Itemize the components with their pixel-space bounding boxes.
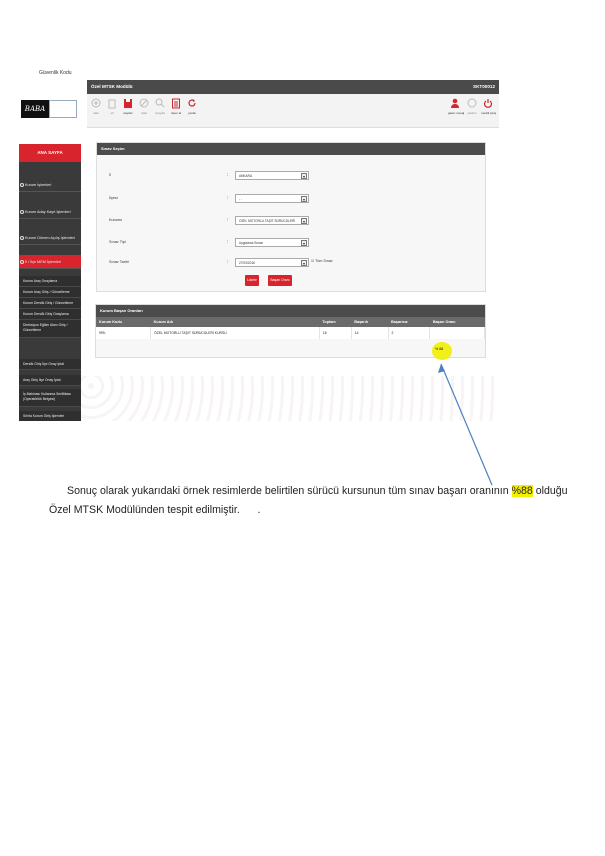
- messages-button[interactable]: [448, 98, 465, 115]
- chevron-down-icon: ▾: [302, 261, 305, 266]
- delete-button[interactable]: [105, 98, 119, 115]
- paragraph-text-2: olduğu Özel MTSK Modülünden tespit edilmiştir.: [49, 485, 568, 516]
- save-icon: [123, 98, 133, 109]
- field-label-ilce: İlçesi: [109, 196, 118, 200]
- chevron-down-icon: ▾: [302, 174, 305, 179]
- sidebar-item-mem[interactable]: [19, 255, 81, 269]
- sidebar-subitem[interactable]: Kurum Araç Onaylama: [19, 276, 81, 287]
- field-colon: :: [227, 172, 229, 178]
- sidebar-item-label: Kurum Aday Kayıt İşlemleri: [25, 210, 71, 214]
- exit-module-button[interactable]: [481, 98, 495, 115]
- refresh-label: yenile: [188, 111, 196, 115]
- help-icon: [467, 98, 477, 109]
- column-header: Toplam: [319, 317, 351, 327]
- results-table: [96, 317, 485, 339]
- field-colon: :: [227, 217, 229, 223]
- institution-value: ÖZEL MOTORLU TAŞIT SÜRÜCÜLERİ: [239, 219, 296, 223]
- success-rate-button[interactable]: Başarı Oranı: [268, 275, 292, 286]
- list-button[interactable]: Listele: [245, 275, 259, 286]
- bullet-icon: [20, 260, 24, 264]
- highlighted-percentage: %88: [511, 485, 533, 497]
- module-title-bar: [87, 80, 499, 94]
- table-cell: 16: [319, 327, 351, 339]
- security-code-label: Güvenlik Kodu: [39, 70, 72, 76]
- bullet-icon: [20, 236, 24, 240]
- table-row[interactable]: [96, 327, 485, 339]
- cancel-icon: [139, 98, 149, 109]
- sidebar-item-kurum[interactable]: [19, 178, 81, 192]
- module-code: SKT00012: [473, 84, 495, 89]
- column-header: Başarılı: [351, 317, 388, 327]
- user-icon: [450, 98, 460, 109]
- field-label-il: İl: [109, 173, 111, 177]
- cancel-label: iptal: [141, 111, 147, 115]
- exam-type-select[interactable]: [235, 238, 309, 247]
- refresh-icon: [187, 98, 197, 109]
- search-button[interactable]: [153, 98, 167, 115]
- exam-date-value: 27/03/2016: [239, 261, 255, 265]
- success-rate-value: % 88: [435, 347, 444, 351]
- toolbar: [87, 94, 499, 128]
- sidebar-subitem[interactable]: Dersilk Giriş İlçe Onay İptal: [19, 359, 81, 370]
- report-button[interactable]: [169, 98, 183, 115]
- sidebar-item-donem-acilis[interactable]: [19, 231, 81, 245]
- captcha-image: BABA: [21, 100, 49, 118]
- sidebar-item-label: Kurum Dönem Açılış İşlemleri: [25, 236, 75, 240]
- sidebar-subitem[interactable]: Sıfırla Kurum Giriş İşlemleri: [19, 411, 81, 421]
- report-label: rapor al: [170, 111, 182, 115]
- sidebar-subitem[interactable]: Araç Giriş İlçe Onay İptal: [19, 375, 81, 386]
- paragraph-text-1: Sonuç olarak yukarıdaki örnek resimlerde belirtilen sürücü kursunun tüm sınav başarı oranının: [67, 485, 509, 497]
- table-cell: 14: [351, 327, 388, 339]
- district-value: - -: [239, 197, 243, 201]
- field-colon: :: [227, 239, 229, 245]
- add-icon: [91, 98, 101, 109]
- help-button[interactable]: [465, 98, 479, 115]
- column-header: Kurum Kodu: [96, 317, 151, 327]
- exam-date-select[interactable]: [235, 258, 309, 267]
- add-button[interactable]: [89, 98, 103, 115]
- success-rate-cell: [430, 327, 485, 339]
- column-header: Kurum Adı: [151, 317, 320, 327]
- home-link[interactable]: ANA SAYFA: [19, 144, 81, 162]
- captcha-input[interactable]: [49, 100, 77, 118]
- sidebar-subitem[interactable]: Kurum Derslik Giriş / Güncelleme: [19, 298, 81, 309]
- exit-module-label: modül çıkış: [481, 111, 497, 115]
- province-value: ANKARA: [239, 174, 253, 178]
- institution-select[interactable]: [235, 216, 309, 225]
- panel-title: Sınav Seçim: [97, 143, 485, 155]
- district-select[interactable]: [235, 194, 309, 203]
- power-icon: [483, 98, 493, 109]
- cancel-button[interactable]: [137, 98, 151, 115]
- table-cell: 999-: [96, 327, 151, 339]
- column-header: Başarısız: [388, 317, 430, 327]
- delete-label: sil: [110, 111, 114, 115]
- table-header-row: [96, 317, 485, 327]
- sidebar-subitem[interactable]: Kurum Araç Giriş / Güncelleme: [19, 287, 81, 298]
- all-exams-label: Tüm Sınav: [315, 259, 333, 263]
- messages-label: gelen mesaj: [448, 111, 465, 115]
- sidebar-item-label: Kurum İşlemleri: [25, 183, 52, 187]
- exam-type-value: Uygulama Sınavı: [239, 241, 264, 245]
- report-icon: [171, 98, 181, 109]
- sidebar-subitem[interactable]: İş Makinası Kullanma Sertifikası (Operatörlük Belgesi): [19, 389, 81, 407]
- panel-title: Kurum Başarı Oranları: [96, 305, 485, 317]
- help-label: yardım: [467, 111, 477, 115]
- field-label-sinav-tipi: Sınav Tipi: [109, 240, 126, 244]
- field-label-kurum: Kurumu: [109, 218, 123, 222]
- embedded-screenshot: [19, 66, 499, 421]
- paragraph-trail: .: [257, 504, 261, 516]
- province-select[interactable]: [235, 171, 309, 180]
- sidebar-item-aday-kayit[interactable]: [19, 205, 81, 219]
- sidebar-subitem[interactable]: Direksiyon Eğitim Alanı Giriş / Güncelleme: [19, 320, 81, 338]
- table-cell: 2: [388, 327, 430, 339]
- module-title: Özel MTSK Modülü: [91, 84, 133, 89]
- field-colon: :: [227, 195, 229, 201]
- conclusion-paragraph: [49, 482, 569, 520]
- chevron-down-icon: ▾: [302, 197, 305, 202]
- all-exams-checkbox[interactable]: ☑ Tüm Sınav: [311, 259, 333, 263]
- sidebar-subitem[interactable]: Kurum Dersilk Giriş Onaylama: [19, 309, 81, 320]
- column-header: Başarı Oranı: [430, 317, 485, 327]
- exam-selection-panel: [96, 142, 486, 292]
- highlight-marker: [432, 342, 452, 360]
- results-panel: [95, 304, 486, 358]
- search-label: sorgula: [155, 111, 165, 115]
- bullet-icon: [20, 210, 24, 214]
- background-pattern: [81, 376, 499, 421]
- delete-icon: [107, 98, 117, 109]
- add-label: ekle: [93, 111, 99, 115]
- save-label: kaydet: [123, 111, 133, 115]
- save-button[interactable]: [121, 98, 135, 115]
- sidebar-item-label: İl / İlçe MEM İşlemleri: [25, 260, 62, 264]
- bullet-icon: [20, 183, 24, 187]
- field-colon: :: [227, 259, 229, 265]
- chevron-down-icon: ▾: [302, 241, 305, 246]
- refresh-button[interactable]: [185, 98, 199, 115]
- field-label-sinav-tarihi: Sınav Tarihi: [109, 260, 129, 264]
- chevron-down-icon: ▾: [302, 219, 305, 224]
- search-icon: [155, 98, 165, 109]
- table-cell: ÖZEL MOTORLU TAŞIT SÜRÜCÜLERİ KURSU: [151, 327, 320, 339]
